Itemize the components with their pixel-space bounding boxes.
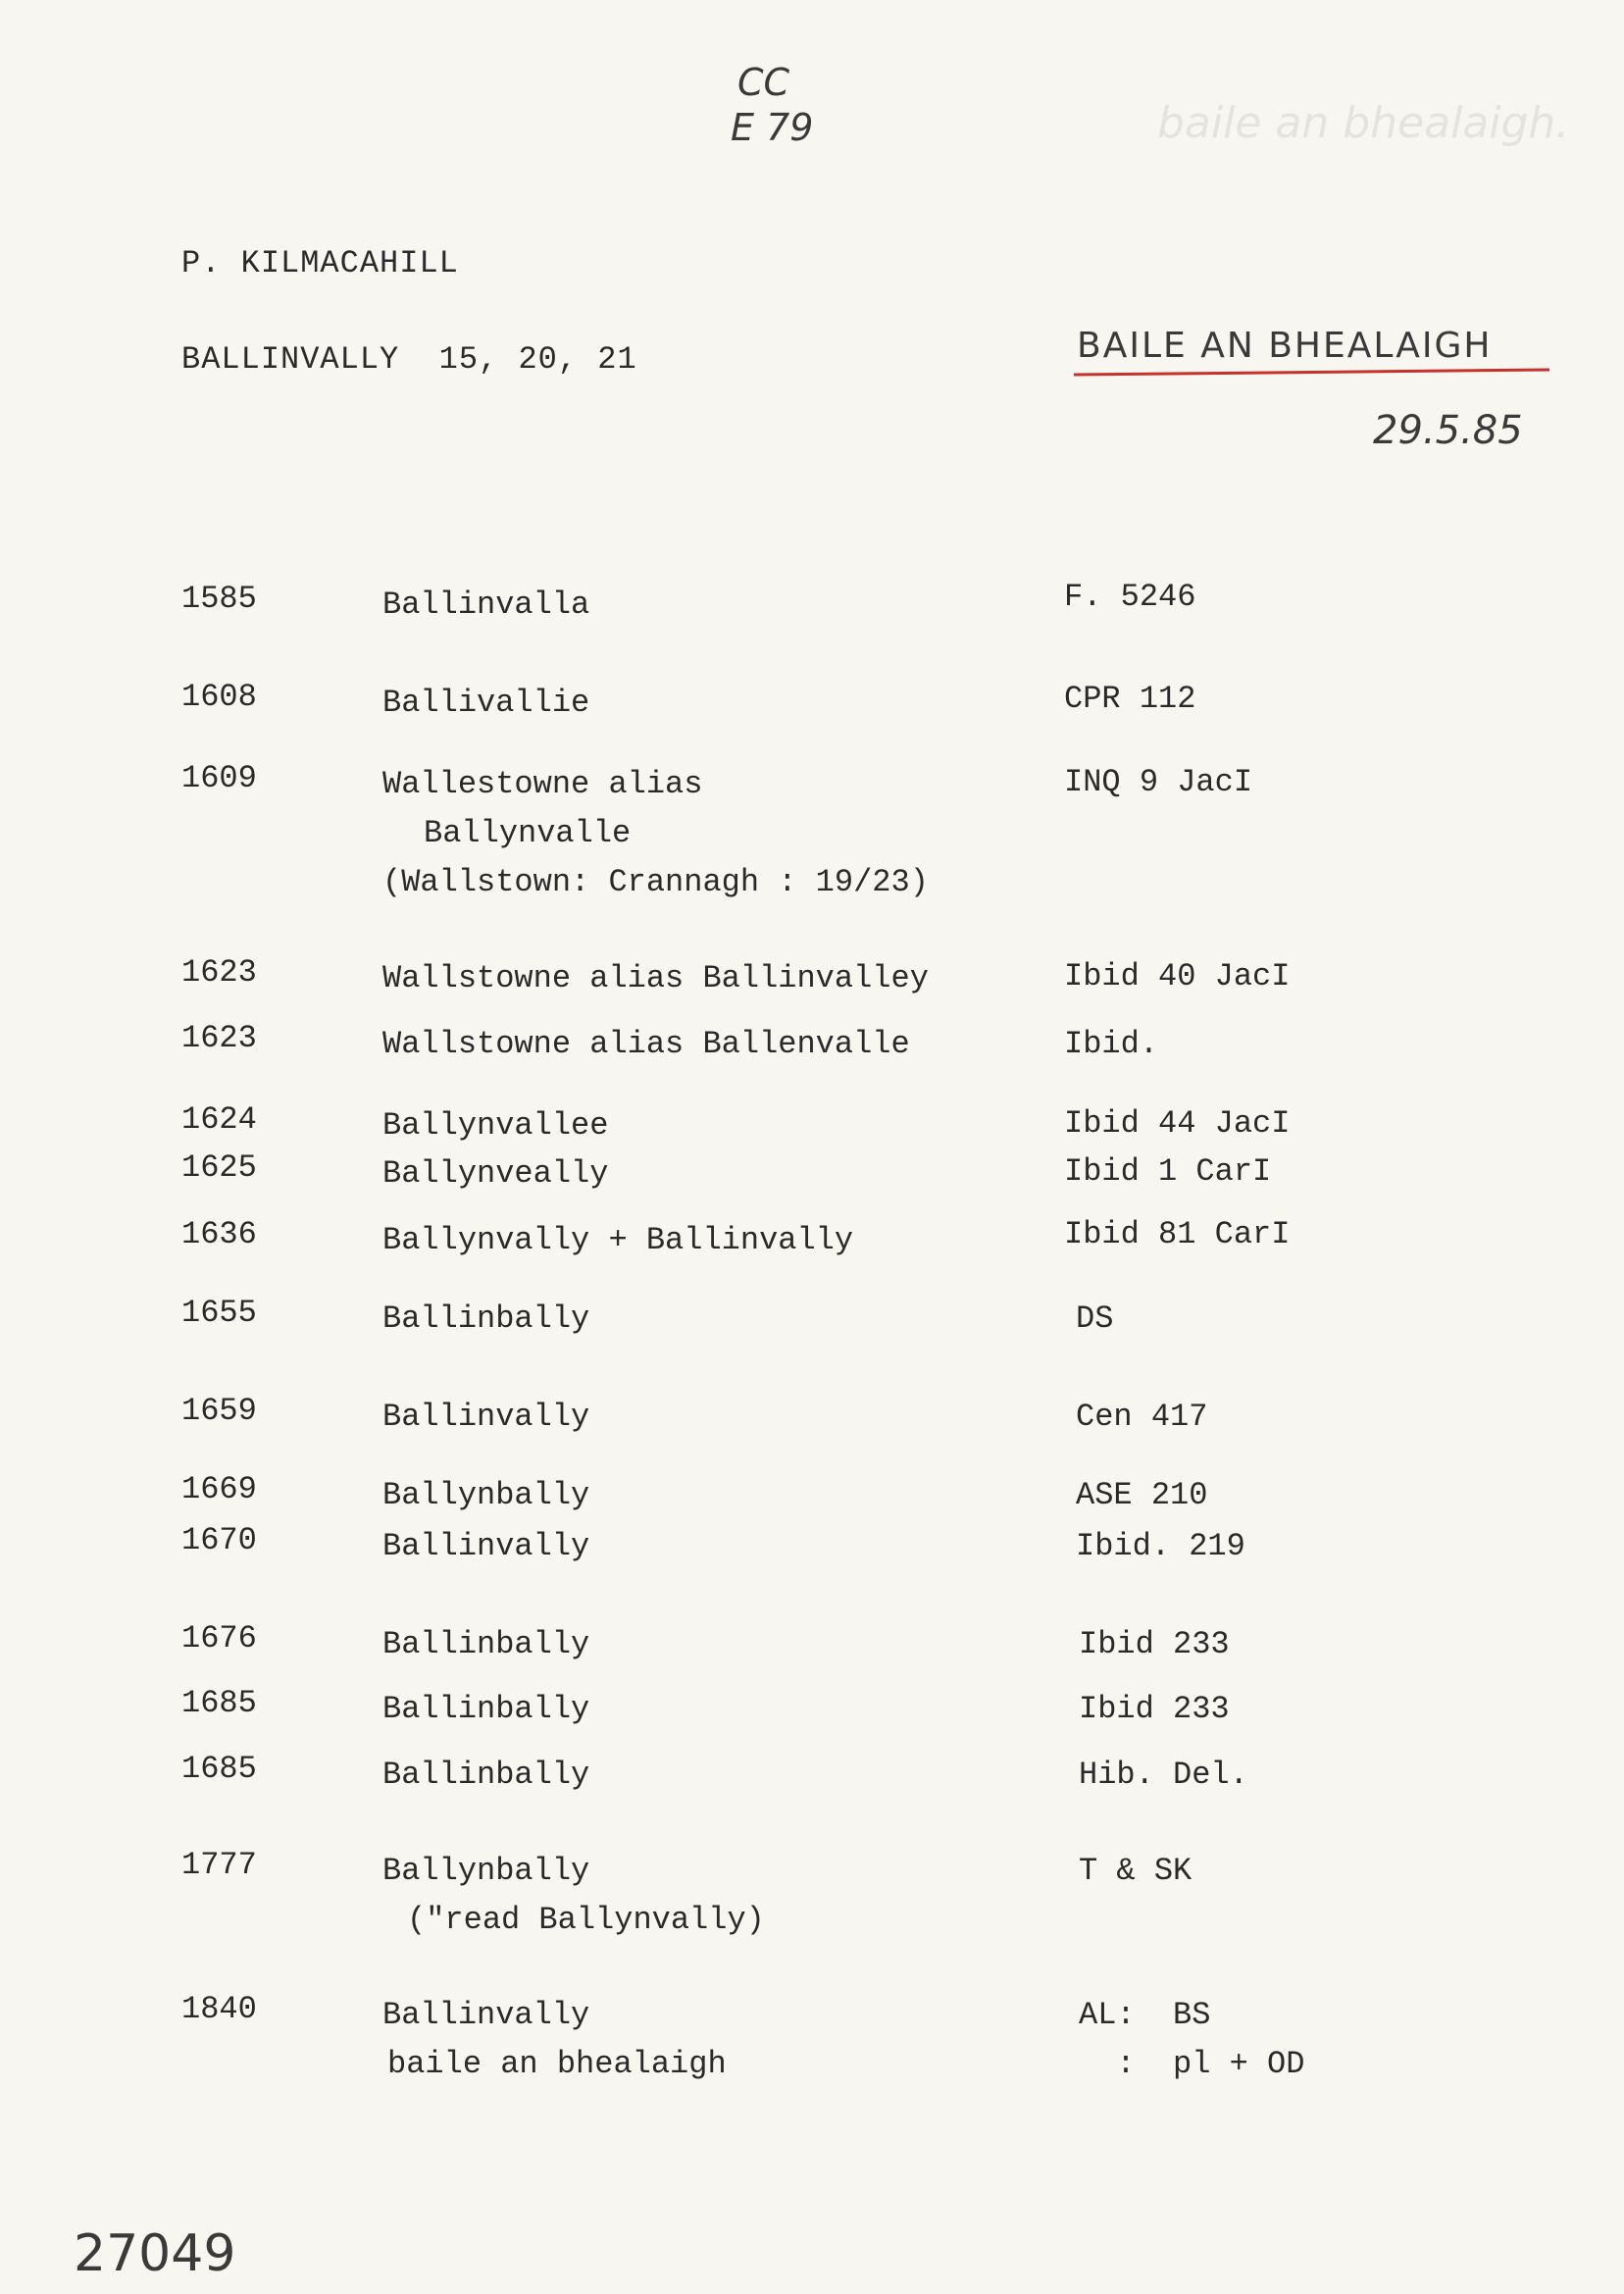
entry-year: 1669	[181, 1471, 257, 1507]
entry-source: Ibid 40 JacI	[1064, 958, 1291, 994]
entry-form: Ballinbally	[382, 1626, 590, 1662]
entry-source: Ibid.	[1064, 1026, 1159, 1062]
entry-form: Wallstowne alias Ballinvalley	[382, 960, 929, 996]
entry-source: Ibid. 219	[1076, 1528, 1245, 1564]
entry-form: Ballynvally + Ballinvally	[382, 1222, 854, 1258]
entry-source: ASE 210	[1076, 1477, 1208, 1513]
entry-source: F. 5246	[1064, 579, 1196, 615]
entry-form: Ballynvalle	[424, 815, 632, 851]
entry-form-note: ("read Ballynvally)	[407, 1902, 765, 1938]
entry-form: Ballinbally	[382, 1757, 590, 1793]
handwritten-record-number: 27049	[74, 2224, 236, 2283]
entry-form: Wallestowne alias	[382, 766, 703, 802]
decision-date: 29.5.85	[1373, 408, 1523, 453]
entry-form: Ballynbally	[382, 1853, 590, 1889]
entry-form: Ballinvally	[382, 1997, 590, 2033]
entry-year: 1685	[181, 1751, 257, 1787]
entry-form: Ballinvally	[382, 1399, 590, 1435]
handwritten-code-e79: E 79	[731, 106, 814, 149]
entry-year: 1670	[181, 1522, 257, 1558]
entry-form: Ballivallie	[382, 685, 590, 721]
entry-source: DS	[1076, 1300, 1114, 1337]
entry-form: Ballinbally	[382, 1691, 590, 1727]
entry-year: 1676	[181, 1620, 257, 1657]
entry-source: T & SK	[1079, 1853, 1193, 1889]
entry-year: 1623	[181, 954, 257, 991]
entry-source: Ibid 44 JacI	[1064, 1105, 1291, 1142]
handwritten-code-cc: CC	[737, 61, 790, 104]
red-underline	[1074, 368, 1549, 376]
townland-heading	[181, 341, 637, 378]
entry-source: Hib. Del.	[1079, 1757, 1248, 1793]
entry-year: 1777	[181, 1847, 257, 1883]
entry-year: 1840	[181, 1991, 257, 2027]
entry-year: 1659	[181, 1393, 257, 1429]
entry-source: Ibid 233	[1079, 1626, 1230, 1662]
irish-name-handwritten: BAILE AN BHEALAIGH	[1077, 326, 1493, 366]
entry-form: Ballinvally	[382, 1528, 590, 1564]
entry-year: 1608	[181, 679, 257, 715]
entry-source: Ibid 233	[1079, 1691, 1230, 1727]
entry-year: 1685	[181, 1685, 257, 1721]
entry-form: Ballinvalla	[382, 586, 590, 623]
entry-source: Ibid 1 CarI	[1064, 1153, 1272, 1190]
entry-source: AL: BS	[1079, 1997, 1211, 2033]
entry-source: Ibid 81 CarI	[1064, 1216, 1291, 1252]
entry-year: 1585	[181, 581, 257, 617]
entry-year: 1636	[181, 1216, 257, 1252]
entry-form-irish: baile an bhealaigh	[387, 2046, 727, 2082]
entry-year: 1625	[181, 1149, 257, 1186]
entry-year: 1655	[181, 1295, 257, 1331]
entry-form: Ballynbally	[382, 1477, 590, 1513]
sheet-numbers: 15, 20, 21	[438, 341, 637, 378]
entry-form-note: (Wallstown: Crannagh : 19/23)	[382, 864, 929, 900]
entry-year: 1624	[181, 1101, 257, 1138]
townland-name: BALLINVALLY	[181, 341, 400, 378]
parish-heading: P. KILMACAHILL	[181, 245, 459, 281]
entry-source: : pl + OD	[1079, 2046, 1305, 2082]
entry-year: 1623	[181, 1020, 257, 1056]
entry-form: Wallstowne alias Ballenvalle	[382, 1026, 910, 1062]
entry-form: Ballinbally	[382, 1300, 590, 1337]
entry-source: INQ 9 JacI	[1064, 764, 1253, 800]
entry-year: 1609	[181, 760, 257, 796]
entry-form: Ballynvallee	[382, 1107, 609, 1144]
entry-source: Cen 417	[1076, 1399, 1208, 1435]
entry-source: CPR 112	[1064, 681, 1196, 717]
show-through-text: baile an bhealaigh.	[1157, 98, 1570, 148]
entry-form: Ballynveally	[382, 1155, 609, 1192]
